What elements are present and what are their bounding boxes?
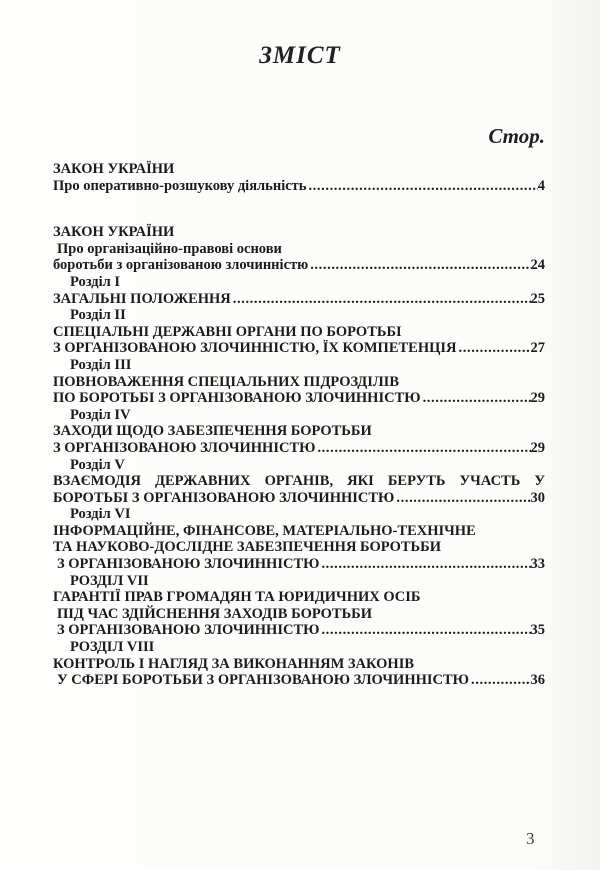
toc-line-text: боротьби з організованою злочинністю	[53, 257, 309, 274]
toc-line-text: Розділ I	[70, 273, 121, 290]
toc-line	[53, 639, 545, 656]
toc-line	[53, 374, 545, 391]
toc-line	[53, 423, 545, 440]
toc-line-text: Про організаційно-правові основи	[57, 240, 282, 257]
toc-line-text: Розділ II	[70, 307, 126, 324]
toc-line	[53, 556, 545, 573]
toc-line	[53, 656, 545, 673]
toc-line	[53, 357, 545, 374]
toc-line-text: КОНТРОЛЬ І НАГЛЯД ЗА ВИКОНАННЯМ ЗАКОНІВ	[53, 655, 415, 672]
toc-leader-dots	[231, 291, 531, 308]
toc-line-text: З ОРГАНІЗОВАНОЮ ЗЛОЧИННІСТЮ	[57, 622, 320, 639]
toc-line	[53, 457, 545, 474]
toc-line	[53, 307, 545, 324]
toc-line	[53, 523, 545, 540]
toc-leader-dots	[319, 622, 530, 639]
toc-line-text: З ОРГАНІЗОВАНОЮ ЗЛОЧИННІСТЮ	[53, 439, 316, 456]
toc-page-number: 4	[537, 177, 545, 194]
toc-line	[53, 224, 545, 241]
toc-line	[53, 324, 545, 341]
toc-line-text: ПІД ЧАС ЗДІЙСНЕННЯ ЗАХОДІВ БОРОТЬБИ	[57, 605, 373, 622]
toc-line	[53, 390, 545, 407]
toc-line-text: ІНФОРМАЦІЙНЕ, ФІНАНСОВЕ, МАТЕРІАЛЬНО-ТЕХНІЧНЕ	[53, 522, 476, 539]
toc-page-number: 35	[530, 622, 545, 639]
table-of-contents	[53, 161, 545, 689]
toc-page-number: 27	[530, 340, 545, 357]
toc-line-text: З ОРГАНІЗОВАНОЮ ЗЛОЧИННІСТЮ	[57, 556, 320, 573]
pages-column-label: Стор.	[488, 124, 545, 148]
toc-line	[53, 407, 545, 424]
page-number: 3	[526, 829, 535, 848]
toc-line	[53, 340, 545, 357]
toc-leader-dots	[308, 257, 530, 274]
toc-line	[53, 606, 545, 623]
toc-page-number: 29	[530, 439, 545, 456]
toc-line	[53, 573, 545, 590]
toc-line-text: РОЗДІЛ VIII	[70, 639, 155, 656]
toc-leader-dots	[457, 340, 531, 357]
toc-line-text: ПО БОРОТЬБІ З ОРГАНІЗОВАНОЮ ЗЛОЧИННІСТЮ	[53, 390, 421, 407]
toc-leader-dots	[469, 672, 530, 689]
toc-line-text: ЗАКОН УКРАЇНИ	[53, 161, 175, 177]
toc-line	[53, 539, 545, 556]
toc-line-text: У СФЕРІ БОРОТЬБИ З ОРГАНІЗОВАНОЮ ЗЛОЧИННІСТЮ	[57, 672, 470, 689]
toc-leader-dots	[421, 390, 531, 407]
toc-line-text: З ОРГАНІЗОВАНОЮ ЗЛОЧИННІСТЮ, ЇХ КОМПЕТЕНЦІЯ	[53, 340, 457, 357]
toc-line	[53, 178, 545, 195]
toc-line-text: ВЗАЄМОДІЯ ДЕРЖАВНИХ ОРГАНІВ, ЯКІ БЕРУТЬ УЧАСТЬ У	[53, 473, 545, 490]
toc-leader-dots	[315, 440, 530, 457]
toc-line-text: РОЗДІЛ VII	[70, 572, 149, 589]
toc-page-number: 30	[530, 489, 545, 506]
toc-line-text: ЗАКОН УКРАЇНИ	[53, 224, 175, 241]
toc-line	[53, 490, 545, 507]
toc-page-number: 29	[530, 390, 545, 407]
toc-line-text: Розділ VI	[70, 506, 131, 523]
toc-page-number: 36	[530, 672, 545, 689]
toc-line-text: Про оперативно-розшукову діяльність	[53, 177, 307, 194]
toc-line-text: СПЕЦІАЛЬНІ ДЕРЖАВНІ ОРГАНИ ПО БОРОТЬБІ	[53, 323, 402, 340]
toc-line-text: БОРОТЬБІ З ОРГАНІЗОВАНОЮ ЗЛОЧИННІСТЮ	[53, 489, 395, 506]
toc-leader-dots	[306, 178, 537, 195]
toc-page-number: 24	[530, 257, 545, 274]
toc-line	[53, 241, 545, 258]
toc-line	[53, 274, 545, 291]
toc-line-text: ТА НАУКОВО-ДОСЛІДНЕ ЗАБЕЗПЕЧЕННЯ БОРОТЬБИ	[53, 539, 441, 556]
toc-leader-dots	[394, 490, 530, 507]
page-title: ЗМІСТ	[259, 42, 341, 69]
toc-line-text: ЗАХОДИ ЩОДО ЗАБЕЗПЕЧЕННЯ БОРОТЬБИ	[53, 423, 372, 440]
toc-line	[53, 622, 545, 639]
toc-leader-dots	[319, 556, 530, 573]
toc-line-text: Розділ V	[70, 456, 125, 473]
toc-line	[53, 506, 545, 523]
toc-line-text: ГАРАНТІЇ ПРАВ ГРОМАДЯН ТА ЮРИДИЧНИХ ОСІБ	[53, 589, 421, 606]
toc-line-text: ЗАГАЛЬНІ ПОЛОЖЕННЯ	[53, 290, 231, 307]
toc-page-number: 25	[530, 290, 545, 307]
toc-line	[53, 473, 545, 490]
toc-line	[53, 257, 545, 274]
toc-line	[53, 440, 545, 457]
toc-line-text: ПОВНОВАЖЕННЯ СПЕЦІАЛЬНИХ ПІДРОЗДІЛІВ	[53, 373, 399, 390]
toc-line	[53, 291, 545, 308]
toc-line	[53, 589, 545, 606]
toc-line	[53, 161, 545, 178]
toc-page-number: 33	[530, 556, 545, 573]
toc-line	[53, 672, 545, 689]
toc-line-text: Розділ III	[70, 356, 132, 373]
toc-line-text: Розділ IV	[70, 406, 131, 423]
